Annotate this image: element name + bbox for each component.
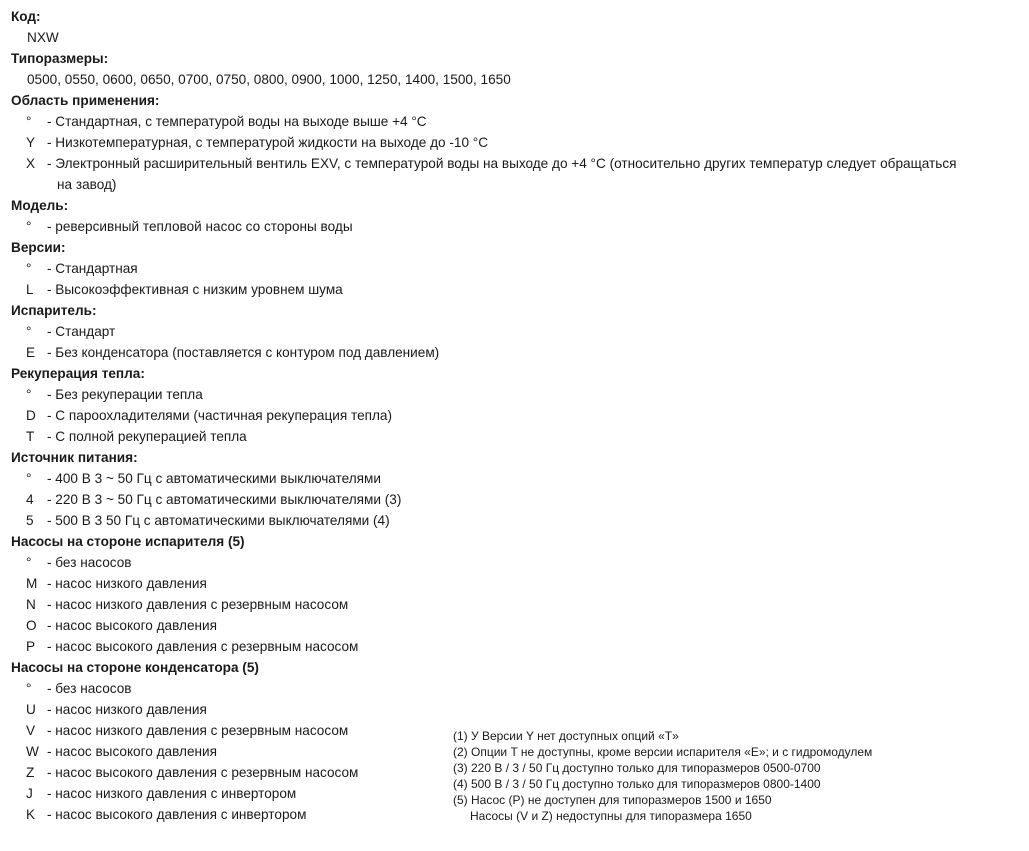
option-description: - Высокоэффективная с низким уровнем шума: [47, 282, 343, 297]
section-heading-power-supply: Источник питания:: [11, 450, 138, 465]
option-description: - Стандарт: [47, 324, 116, 339]
section-heading-evaporator-pumps: Насосы на стороне испарителя (5): [11, 534, 245, 549]
footnote-5: (5) Насос (P) не доступен для типоразмеров 1500 и 1650: [453, 793, 772, 807]
option-code: D: [26, 408, 36, 423]
option-row: [11, 384, 1021, 405]
option-code: X: [26, 156, 36, 171]
option-row: [11, 573, 1021, 594]
section-heading-evaporator: Испаритель:: [11, 303, 97, 318]
option-description: - С полной рекуперацией тепла: [47, 429, 247, 444]
option-row: [11, 594, 1021, 615]
option-code: Z: [26, 765, 35, 780]
section-heading-versions: Версии:: [11, 240, 66, 255]
section-heading-code: Код:: [11, 9, 41, 24]
option-row: [11, 216, 1021, 237]
option-description: - насос высокого давления: [47, 744, 217, 759]
option-description: - 220 В 3 ~ 50 Гц с автоматическими выключателями (3): [47, 492, 402, 507]
option-code: 4: [26, 492, 34, 507]
option-code: J: [26, 786, 33, 801]
option-code: M: [26, 576, 38, 591]
option-description: - реверсивный тепловой насос со стороны воды: [47, 219, 353, 234]
option-description: - насос высокого давления с инвертором: [47, 807, 307, 822]
option-row: [11, 279, 1021, 300]
option-code: °: [26, 219, 32, 234]
option-description: - Без рекуперации тепла: [47, 387, 203, 402]
option-description: - насос высокого давления с резервным насосом: [47, 639, 359, 654]
footnote-3: (3) 220 В / 3 / 50 Гц доступно только для типоразмеров 0500-0700: [453, 761, 821, 775]
option-code: °: [26, 114, 32, 129]
option-description: - Стандартная: [47, 261, 138, 276]
option-code: P: [26, 639, 36, 654]
option-code: °: [26, 324, 32, 339]
option-row: [11, 468, 1021, 489]
option-description: - Без конденсатора (поставляется с контуром под давлением): [47, 345, 440, 360]
footnotes: [453, 728, 973, 824]
footnote-5-continuation: Насосы (V и Z) недоступны для типоразмера 1650: [470, 809, 752, 823]
option-row: [11, 342, 1021, 363]
option-code: T: [26, 429, 35, 444]
option-code: O: [26, 618, 37, 633]
option-code: N: [26, 597, 36, 612]
option-description: - насос низкого давления: [47, 702, 207, 717]
option-code: U: [26, 702, 36, 717]
code-value: NXW: [27, 30, 59, 45]
option-row: [11, 489, 1021, 510]
option-description-continuation: на завод): [57, 177, 117, 192]
option-description: - Стандартная, с температурой воды на выходе выше +4 °C: [47, 114, 427, 129]
option-code: K: [26, 807, 36, 822]
option-row: [11, 405, 1021, 426]
option-description: - насос низкого давления с резервным насосом: [47, 597, 349, 612]
option-description: - С пароохладителями (частичная рекуперация тепла): [47, 408, 393, 423]
option-description: - 400 В 3 ~ 50 Гц с автоматическими выключателями: [47, 471, 381, 486]
option-code: Y: [26, 135, 36, 150]
footnote-2: (2) Опции T не доступны, кроме версии испарителя «E»; и с гидромодулем: [453, 745, 873, 759]
option-code: °: [26, 471, 32, 486]
option-description: - насос низкого давления с инвертором: [47, 786, 297, 801]
option-row: [11, 552, 1021, 573]
option-row: [11, 426, 1021, 447]
option-description: - 500 В 3 50 Гц с автоматическими выключателями (4): [47, 513, 390, 528]
section-heading-application: Область применения:: [11, 93, 160, 108]
option-code: W: [26, 744, 39, 759]
option-description: - Электронный расширительный вентиль EXV, с температурой воды на выходе до +4 °C (относительно других температур следует обращаться: [47, 156, 957, 171]
option-row: [11, 699, 1021, 720]
option-row: [11, 510, 1021, 531]
option-description: - насос низкого давления: [47, 576, 207, 591]
section-heading-model: Модель:: [11, 198, 69, 213]
footnote-1: (1) У Версии Y нет доступных опций «T»: [453, 729, 679, 743]
sizes-list: 0500, 0550, 0600, 0650, 0700, 0750, 0800, 0900, 1000, 1250, 1400, 1500, 1650: [27, 72, 511, 87]
option-code: V: [26, 723, 36, 738]
option-row: [11, 153, 1021, 195]
option-code: L: [26, 282, 34, 297]
option-code: E: [26, 345, 36, 360]
option-row: [11, 678, 1021, 699]
option-description: - без насосов: [47, 681, 132, 696]
option-row: [11, 258, 1021, 279]
section-heading-sizes: Типоразмеры:: [11, 51, 109, 66]
option-row: [11, 132, 1021, 153]
section-heading-heat-recovery: Рекуперация тепла:: [11, 366, 145, 381]
option-row: [11, 615, 1021, 636]
option-code: °: [26, 681, 32, 696]
option-description: - без насосов: [47, 555, 132, 570]
option-row: [11, 636, 1021, 657]
option-row: [11, 321, 1021, 342]
option-row: [11, 111, 1021, 132]
option-code: 5: [26, 513, 34, 528]
option-description: - насос низкого давления с резервным насосом: [47, 723, 349, 738]
spec-document: [11, 6, 1021, 825]
option-description: - насос высокого давления с резервным насосом: [47, 765, 359, 780]
option-description: - Низкотемпературная, с температурой жидкости на выходе до -10 °C: [47, 135, 489, 150]
option-code: °: [26, 555, 32, 570]
option-description: - насос высокого давления: [47, 618, 217, 633]
option-code: °: [26, 387, 32, 402]
option-code: °: [26, 261, 32, 276]
footnote-4: (4) 500 В / 3 / 50 Гц доступно только для типоразмеров 0800-1400: [453, 777, 821, 791]
section-heading-condenser-pumps: Насосы на стороне конденсатора (5): [11, 660, 259, 675]
